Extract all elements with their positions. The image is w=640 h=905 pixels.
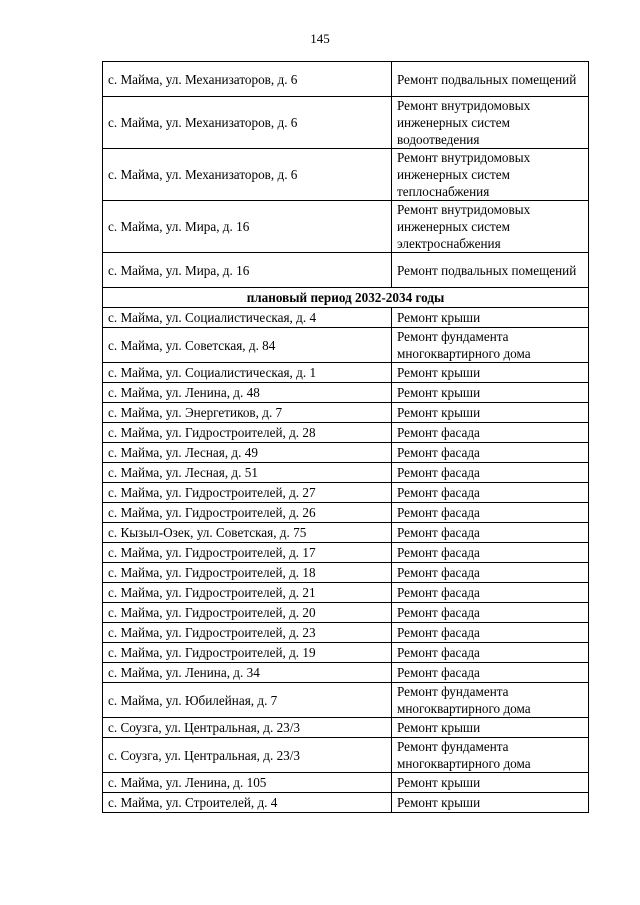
- address-cell: с. Майма, ул. Лесная, д. 49: [103, 443, 392, 463]
- work-type-cell: Ремонт фундамента многоквартирного дома: [392, 328, 589, 363]
- table-row: [103, 423, 589, 443]
- address-cell: с. Майма, ул. Гидростроителей, д. 21: [103, 583, 392, 603]
- table-row: [103, 253, 589, 288]
- address-cell: с. Соузга, ул. Центральная, д. 23/3: [103, 718, 392, 738]
- address-cell: с. Майма, ул. Гидростроителей, д. 18: [103, 563, 392, 583]
- table-row: [103, 563, 589, 583]
- table-row: [103, 483, 589, 503]
- address-cell: с. Майма, ул. Гидростроителей, д. 28: [103, 423, 392, 443]
- address-cell: с. Майма, ул. Лесная, д. 51: [103, 463, 392, 483]
- table-row: [103, 443, 589, 463]
- table-row: [103, 523, 589, 543]
- address-cell: с. Майма, ул. Механизаторов, д. 6: [103, 62, 392, 97]
- work-type-cell: Ремонт крыши: [392, 308, 589, 328]
- address-cell: с. Майма, ул. Гидростроителей, д. 23: [103, 623, 392, 643]
- work-type-cell: Ремонт фасада: [392, 563, 589, 583]
- address-cell: с. Майма, ул. Механизаторов, д. 6: [103, 149, 392, 201]
- address-cell: с. Майма, ул. Социалистическая, д. 1: [103, 363, 392, 383]
- table-row: [103, 718, 589, 738]
- address-cell: с. Майма, ул. Социалистическая, д. 4: [103, 308, 392, 328]
- table-row: [103, 328, 589, 363]
- work-type-cell: Ремонт крыши: [392, 718, 589, 738]
- table-body-before-section: [103, 62, 589, 288]
- address-cell: с. Майма, ул. Гидростроителей, д. 19: [103, 643, 392, 663]
- section-title: плановый период 2032-2034 годы: [103, 288, 589, 308]
- work-type-cell: Ремонт фасада: [392, 483, 589, 503]
- work-type-cell: Ремонт фасада: [392, 603, 589, 623]
- address-cell: с. Майма, ул. Мира, д. 16: [103, 253, 392, 288]
- work-type-cell: Ремонт фундамента многоквартирного дома: [392, 738, 589, 773]
- work-type-cell: Ремонт фасада: [392, 643, 589, 663]
- work-type-cell: Ремонт крыши: [392, 793, 589, 813]
- table-row: [103, 62, 589, 97]
- work-type-cell: Ремонт фасада: [392, 583, 589, 603]
- work-type-cell: Ремонт фасада: [392, 503, 589, 523]
- address-cell: с. Майма, ул. Ленина, д. 34: [103, 663, 392, 683]
- address-cell: с. Соузга, ул. Центральная, д. 23/3: [103, 738, 392, 773]
- work-type-cell: Ремонт фундамента многоквартирного дома: [392, 683, 589, 718]
- work-type-cell: Ремонт внутридомовых инженерных систем электроснабжения: [392, 201, 589, 253]
- work-type-cell: Ремонт подвальных помещений: [392, 253, 589, 288]
- table-row: [103, 308, 589, 328]
- table-row: [103, 623, 589, 643]
- work-type-cell: Ремонт фасада: [392, 463, 589, 483]
- work-type-cell: Ремонт фасада: [392, 523, 589, 543]
- work-type-cell: Ремонт крыши: [392, 363, 589, 383]
- table-row: [103, 201, 589, 253]
- work-type-cell: Ремонт подвальных помещений: [392, 62, 589, 97]
- page-number: 145: [310, 31, 330, 46]
- table-row: [103, 683, 589, 718]
- section-header-row: [103, 288, 589, 308]
- table-row: [103, 793, 589, 813]
- work-type-cell: Ремонт фасада: [392, 663, 589, 683]
- table-row: [103, 463, 589, 483]
- table-row: [103, 383, 589, 403]
- table-row: [103, 643, 589, 663]
- table-row: [103, 403, 589, 423]
- work-type-cell: Ремонт фасада: [392, 543, 589, 563]
- table-row: [103, 583, 589, 603]
- table-row: [103, 363, 589, 383]
- table-row: [103, 663, 589, 683]
- work-type-cell: Ремонт внутридомовых инженерных систем водоотведения: [392, 97, 589, 149]
- repair-works-table: [102, 61, 589, 813]
- table-row: [103, 603, 589, 623]
- work-type-cell: Ремонт крыши: [392, 773, 589, 793]
- address-cell: с. Майма, ул. Юбилейная, д. 7: [103, 683, 392, 718]
- address-cell: с. Майма, ул. Гидростроителей, д. 17: [103, 543, 392, 563]
- work-type-cell: Ремонт фасада: [392, 443, 589, 463]
- address-cell: с. Майма, ул. Советская, д. 84: [103, 328, 392, 363]
- table-row: [103, 773, 589, 793]
- address-cell: с. Майма, ул. Гидростроителей, д. 20: [103, 603, 392, 623]
- table-row: [103, 149, 589, 201]
- table-row: [103, 503, 589, 523]
- table-row: [103, 543, 589, 563]
- table-body-after-section: [103, 308, 589, 813]
- address-cell: с. Майма, ул. Энергетиков, д. 7: [103, 403, 392, 423]
- address-cell: с. Майма, ул. Гидростроителей, д. 26: [103, 503, 392, 523]
- section-header-body: [103, 288, 589, 308]
- work-type-cell: Ремонт внутридомовых инженерных систем теплоснабжения: [392, 149, 589, 201]
- work-type-cell: Ремонт фасада: [392, 623, 589, 643]
- address-cell: с. Майма, ул. Ленина, д. 105: [103, 773, 392, 793]
- address-cell: с. Майма, ул. Строителей, д. 4: [103, 793, 392, 813]
- table-row: [103, 97, 589, 149]
- work-type-cell: Ремонт крыши: [392, 383, 589, 403]
- address-cell: с. Майма, ул. Механизаторов, д. 6: [103, 97, 392, 149]
- address-cell: с. Майма, ул. Мира, д. 16: [103, 201, 392, 253]
- address-cell: с. Кызыл-Озек, ул. Советская, д. 75: [103, 523, 392, 543]
- address-cell: с. Майма, ул. Гидростроителей, д. 27: [103, 483, 392, 503]
- address-cell: с. Майма, ул. Ленина, д. 48: [103, 383, 392, 403]
- work-type-cell: Ремонт крыши: [392, 403, 589, 423]
- table-row: [103, 738, 589, 773]
- work-type-cell: Ремонт фасада: [392, 423, 589, 443]
